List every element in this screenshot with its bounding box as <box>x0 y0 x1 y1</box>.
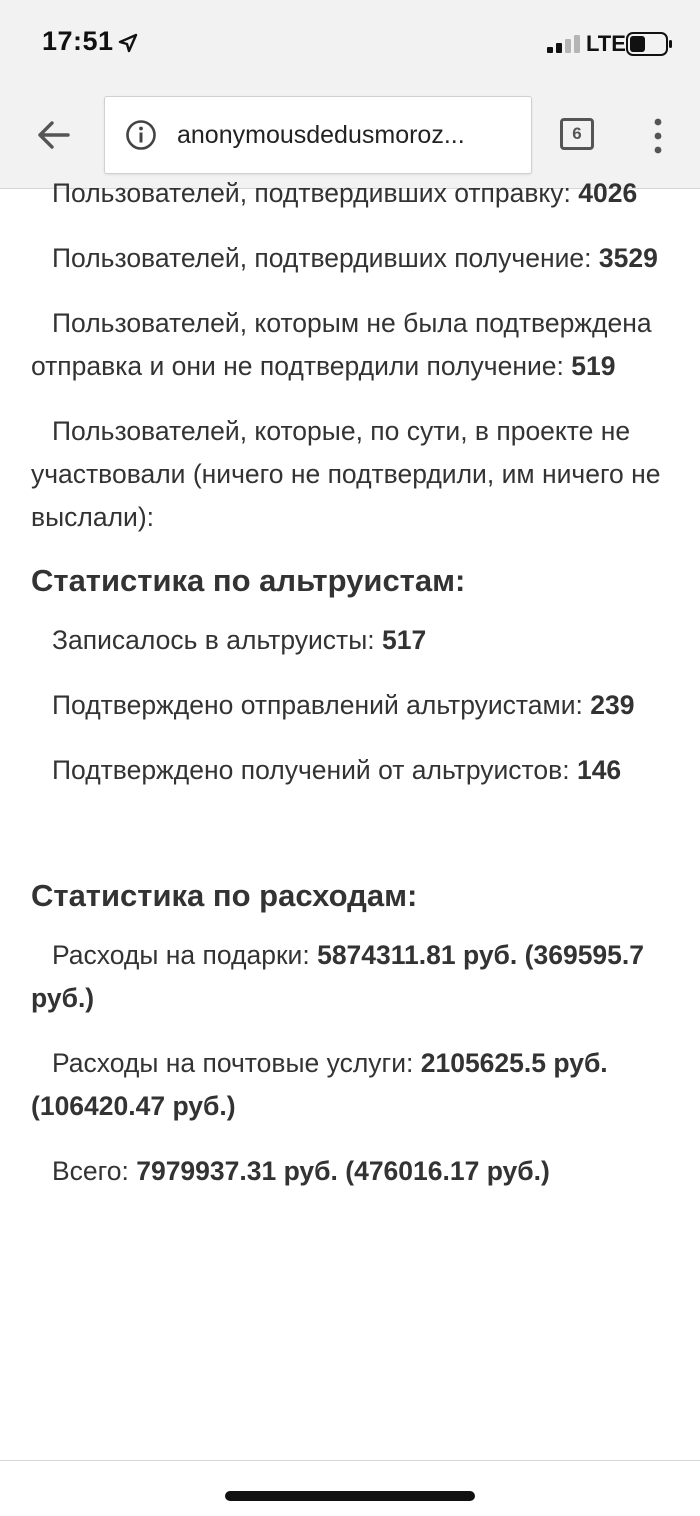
stat-altruists-received <box>31 749 671 792</box>
stat-label: Расходы на подарки: <box>52 940 318 970</box>
overflow-menu-icon[interactable] <box>646 116 670 156</box>
stat-value: 5874311.81 руб. (369595.7 руб.) <box>31 940 645 1013</box>
stat-value: 3529 <box>598 243 658 273</box>
stat-received-confirmed <box>31 237 671 280</box>
page-content <box>31 178 671 1215</box>
stat-label: Расходы на почтовые услуги: <box>52 1048 421 1078</box>
stat-value: 239 <box>590 690 635 720</box>
stat-gift-expenses <box>31 934 671 1020</box>
location-arrow-icon <box>118 33 138 53</box>
stat-label: Всего: <box>52 1156 137 1186</box>
battery-icon <box>626 32 674 56</box>
stat-unconfirmed <box>31 302 671 388</box>
stat-postal-expenses <box>31 1042 671 1128</box>
stat-value: 146 <box>576 755 622 785</box>
stat-label: Пользователей, подтвердивших получение: <box>52 243 599 273</box>
tab-switcher-button[interactable] <box>560 118 594 150</box>
home-indicator[interactable] <box>225 1491 475 1501</box>
stat-altruists-signed-up <box>31 619 671 662</box>
stat-value: 2105625.5 руб. (106420.47 руб.) <box>31 1048 608 1121</box>
stat-value: 7979937.31 руб. (476016.17 руб.) <box>136 1156 550 1186</box>
back-button[interactable] <box>30 112 76 158</box>
stat-label: Подтверждено получений от альтруистов: <box>52 755 577 785</box>
tab-count: 6 <box>572 124 582 143</box>
info-icon[interactable] <box>125 119 157 151</box>
address-bar[interactable] <box>104 96 532 174</box>
stat-total-expenses <box>31 1150 671 1193</box>
section-spacer <box>31 814 671 876</box>
stat-non-participants <box>31 410 671 539</box>
status-time: 17:51 <box>42 26 114 56</box>
stat-label: Пользователей, которые, по сути, в проекте не участвовали (ничего не подтвердили, им ничего не выслали): <box>31 416 661 532</box>
stat-altruists-sent <box>31 684 671 727</box>
stat-sent-confirmed <box>31 172 671 215</box>
stat-label: Записалось в альтруисты: <box>52 625 382 655</box>
stat-label: Пользователей, которым не была подтверждена отправка и они не подтвердили получение: <box>31 308 652 381</box>
stat-label: Пользователей, подтвердивших отправку: <box>52 178 579 208</box>
back-arrow-icon <box>36 120 70 150</box>
url-text[interactable]: anonymousdedusmoroz... <box>177 121 465 149</box>
stat-value: 4026 <box>578 178 638 208</box>
stat-value: 517 <box>381 625 427 655</box>
stat-value: 519 <box>571 351 616 381</box>
stat-label: Подтверждено отправлений альтруистами: <box>52 690 591 720</box>
altruists-heading: Статистика по альтруистам: <box>31 563 466 598</box>
bottom-bar <box>0 1460 700 1516</box>
status-bar <box>0 0 700 88</box>
expenses-heading: Статистика по расходам: <box>31 878 418 913</box>
network-type: LTE <box>586 31 626 56</box>
signal-strength-icon <box>547 35 581 53</box>
